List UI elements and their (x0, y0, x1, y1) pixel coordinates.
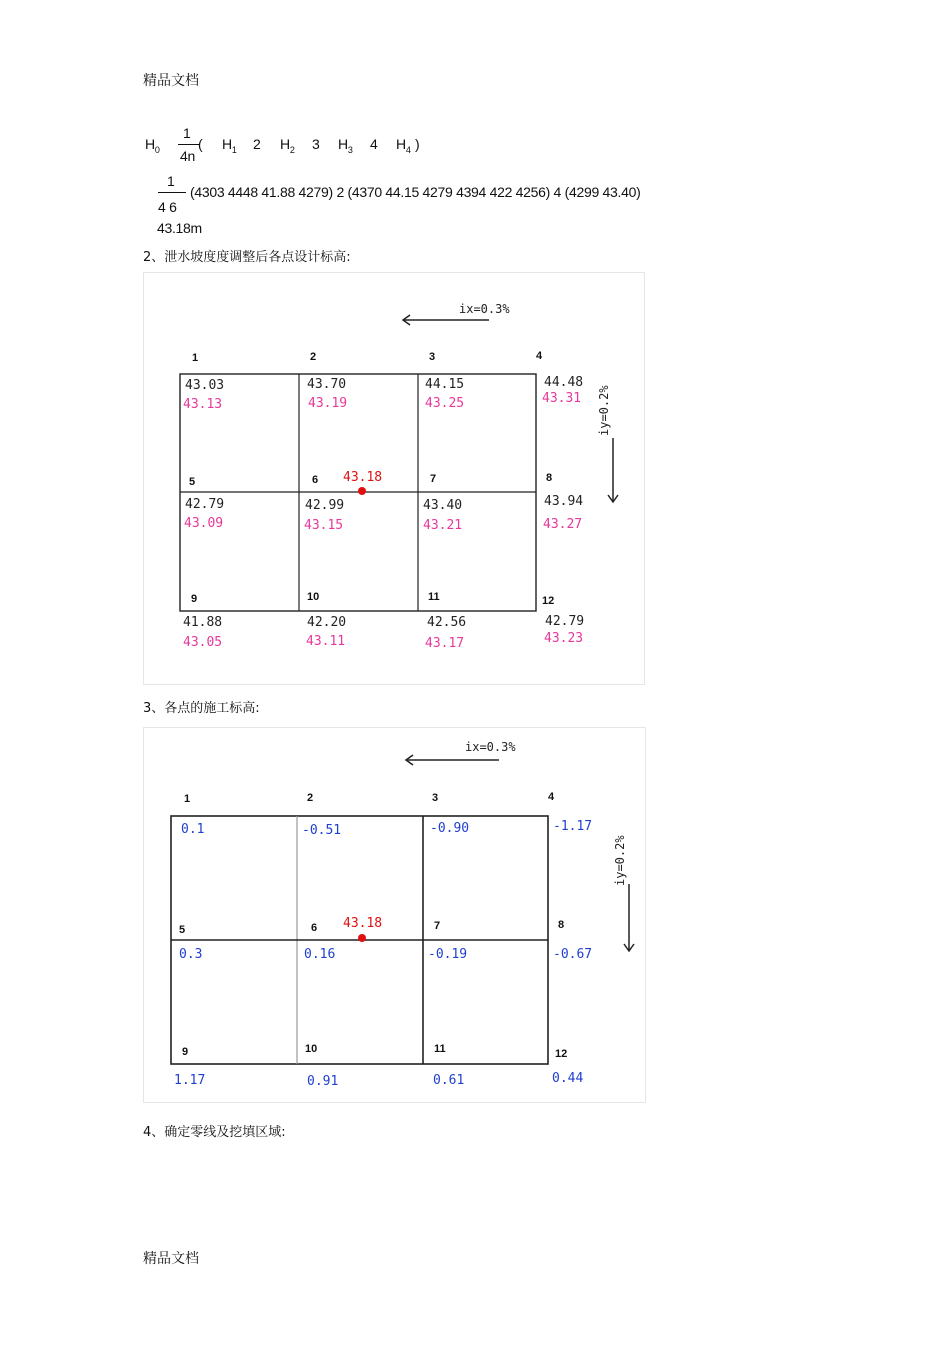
design-elevation: 43.23 (544, 631, 584, 646)
point-label: 1 (184, 793, 191, 805)
point-label: 2 (307, 792, 314, 804)
center-elevation: 43.18 (343, 470, 383, 485)
point-label: 4 (548, 791, 555, 803)
ground-elevation: 43.94 (544, 494, 584, 509)
point-label: 6 (312, 474, 319, 486)
construction-height: 0.61 (433, 1073, 465, 1088)
point-label: 10 (305, 1043, 318, 1055)
ground-elevation: 43.40 (423, 498, 463, 513)
point-label: 11 (428, 591, 440, 603)
page-header: 精品文档 (143, 73, 199, 89)
design-elevation: 43.15 (304, 518, 344, 533)
section-4-title: 4、确定零线及挖填区域: (143, 1125, 286, 1140)
point-label: 12 (555, 1048, 568, 1060)
point-label: 8 (558, 919, 565, 931)
construction-height: -1.17 (553, 819, 593, 834)
construction-height: 0.44 (552, 1071, 584, 1086)
point-label: 6 (311, 922, 318, 934)
design-elevation: 43.27 (543, 517, 583, 532)
point-label: 9 (191, 593, 198, 605)
section-3-title: 3、各点的施工标高: (143, 701, 260, 716)
section-2-title: 2、泄水坡度度调整后各点设计标高: (143, 250, 351, 265)
design-elevation: 43.19 (308, 396, 348, 411)
frac-numerator: 1 (183, 125, 191, 141)
point-label: 7 (430, 473, 437, 485)
point-label: 3 (432, 792, 439, 804)
point-label: 3 (429, 351, 436, 363)
formula-expression: (4303 4448 41.88 4279) 2 (4370 44.15 4279 4394 422 4256) 4 (4299 43.40) (190, 184, 641, 200)
design-elevation: 43.21 (423, 518, 463, 533)
ground-elevation: 43.70 (307, 377, 347, 392)
ground-elevation: 42.20 (307, 615, 347, 630)
construction-height: 1.17 (174, 1073, 206, 1088)
point-label: 12 (542, 595, 555, 607)
construction-height: -0.67 (553, 947, 593, 962)
grid-svg (144, 728, 645, 1102)
construction-height: -0.51 (302, 823, 342, 838)
construction-height: 0.16 (304, 947, 336, 962)
design-elevation: 43.13 (183, 397, 223, 412)
frac-denominator: 4n (180, 148, 195, 164)
point-label: 5 (189, 476, 196, 488)
design-elevation: 43.31 (542, 391, 582, 406)
construction-height: -0.90 (430, 821, 470, 836)
construction-height: 0.91 (307, 1074, 339, 1089)
ground-elevation: 44.15 (425, 377, 465, 392)
point-label: 5 (179, 924, 186, 936)
page-footer: 精品文档 (143, 1251, 199, 1267)
design-elevation: 43.17 (425, 636, 465, 651)
construction-height: 0.3 (179, 947, 203, 962)
point-label: 2 (310, 351, 317, 363)
construction-elevation-diagram (143, 727, 646, 1103)
point-label: 8 (546, 472, 553, 484)
ground-elevation: 44.48 (544, 375, 584, 390)
center-elevation: 43.18 (343, 916, 383, 931)
slope-x-label: ix=0.3% (465, 740, 516, 754)
ground-elevation: 41.88 (183, 615, 223, 630)
formula-result: 43.18m (157, 220, 202, 236)
point-label: 11 (434, 1043, 446, 1055)
point-label: 4 (536, 350, 543, 362)
point-label: 9 (182, 1046, 189, 1058)
point-label: 1 (192, 352, 199, 364)
design-elevation: 43.11 (306, 634, 346, 649)
construction-height: 0.1 (181, 822, 205, 837)
ground-elevation: 42.56 (427, 615, 467, 630)
point-label: 7 (434, 920, 441, 932)
design-elevation-diagram (143, 272, 645, 685)
point-label: 10 (307, 591, 320, 603)
ground-elevation: 43.03 (185, 378, 225, 393)
design-elevation: 43.25 (425, 396, 465, 411)
ground-elevation: 42.99 (305, 498, 345, 513)
slope-x-label: ix=0.3% (459, 302, 510, 316)
center-point (358, 487, 366, 495)
ground-elevation: 42.79 (545, 614, 585, 629)
slope-y-label: iy=0.2% (613, 835, 627, 886)
design-elevation: 43.09 (184, 516, 224, 531)
construction-height: -0.19 (428, 947, 468, 962)
slope-y-label: iy=0.2% (597, 385, 611, 436)
center-point (358, 934, 366, 942)
design-elevation: 43.05 (183, 635, 223, 650)
ground-elevation: 42.79 (185, 497, 225, 512)
